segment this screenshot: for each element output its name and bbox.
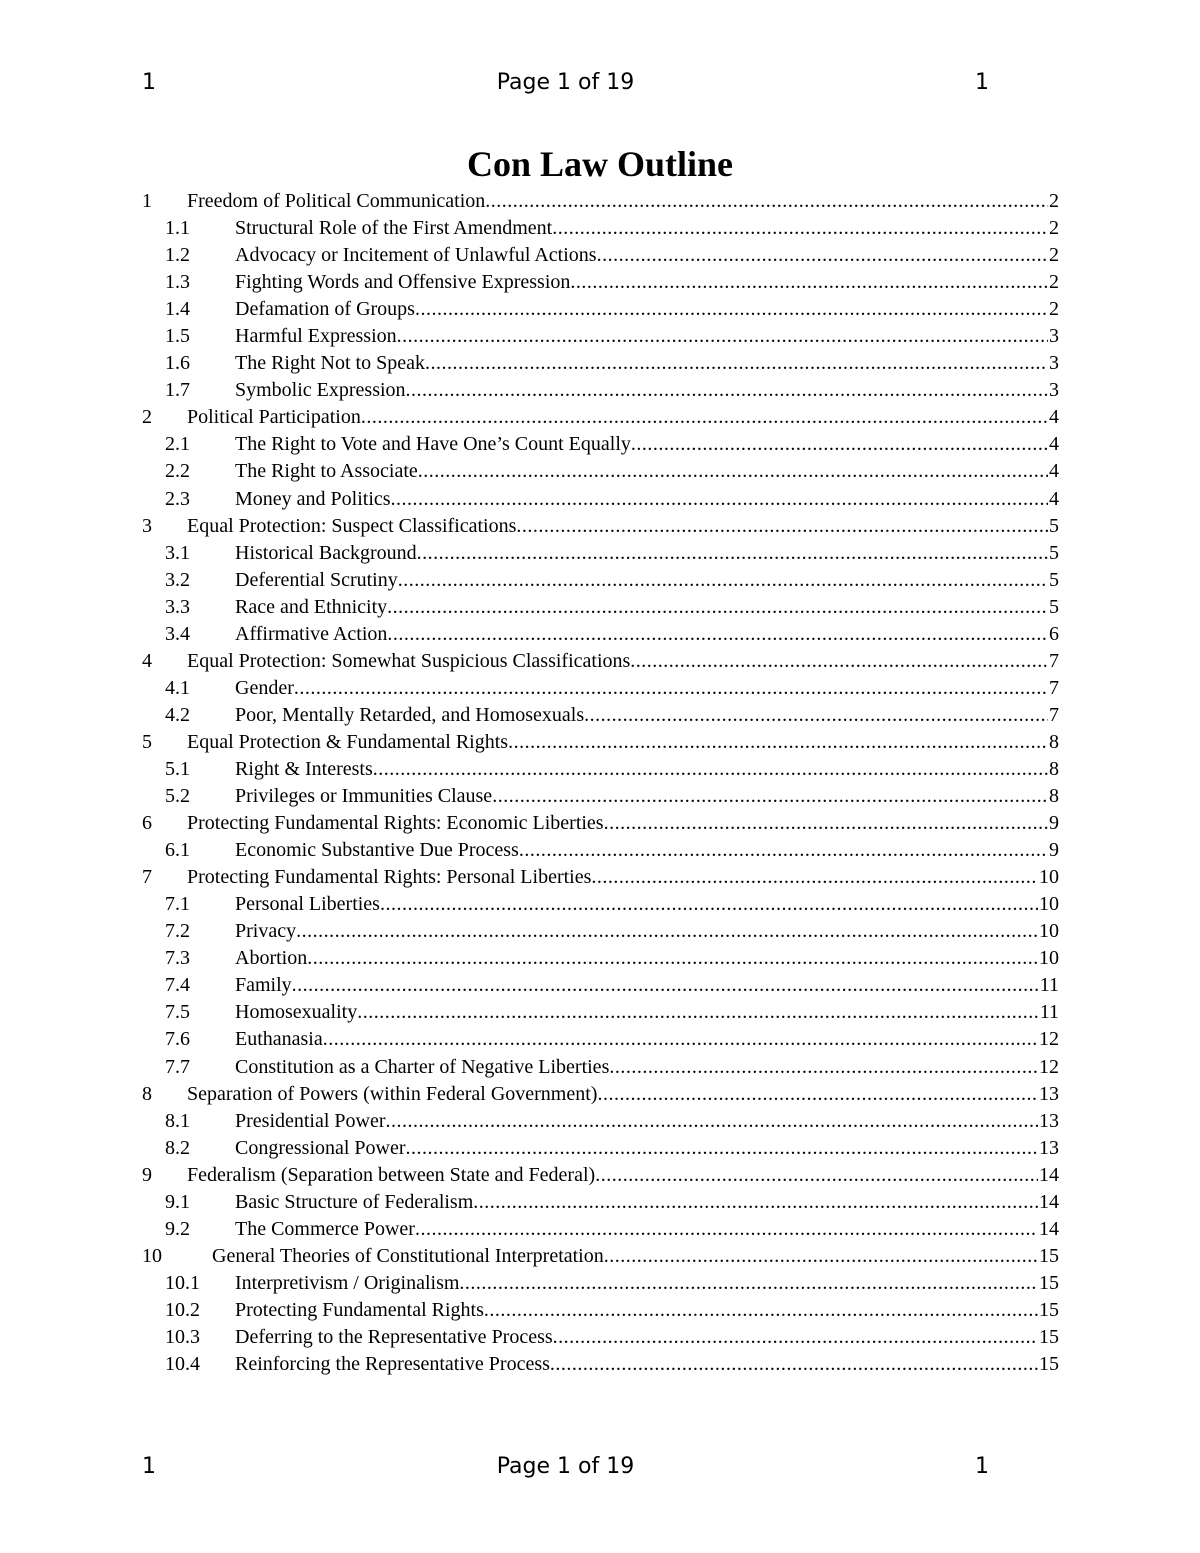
- toc-number: 9.1: [165, 1190, 190, 1213]
- toc-subsection[interactable]: [142, 377, 1059, 404]
- toc-page-number: 4: [1049, 433, 1059, 456]
- toc-title: Historical Background: [235, 541, 417, 564]
- toc-number: 2: [142, 406, 152, 429]
- toc-title: Presidential Power: [235, 1109, 386, 1132]
- toc-page-number: 2: [1049, 190, 1059, 212]
- toc-title: Equal Protection & Fundamental Rights: [187, 730, 509, 753]
- toc-page-number: 2: [1049, 217, 1059, 240]
- toc-number: 3: [142, 514, 152, 537]
- toc-subsection[interactable]: [142, 1026, 1059, 1053]
- toc-page-number: 8: [1049, 757, 1059, 780]
- toc-title: Congressional Power: [235, 1136, 406, 1159]
- toc-dot-leader: [398, 567, 1048, 594]
- page-footer: [0, 1454, 1200, 1484]
- document-title: Con Law Outline: [466, 144, 734, 184]
- header-right-number: 1: [975, 70, 989, 95]
- page-header: [0, 70, 1200, 100]
- toc-dot-leader: [415, 1216, 1038, 1243]
- toc-number: 2.2: [165, 460, 190, 483]
- toc-dot-leader: [417, 540, 1048, 567]
- toc-number: 10: [142, 1244, 162, 1267]
- toc-subsection[interactable]: [142, 1108, 1059, 1135]
- toc-page-number: 8: [1049, 730, 1059, 753]
- toc-dot-leader: [294, 675, 1048, 702]
- toc-page-number: 10: [1039, 920, 1059, 943]
- toc-dot-leader: [597, 242, 1048, 269]
- toc-number: 4.1: [165, 676, 190, 699]
- toc-number: 9.2: [165, 1217, 190, 1240]
- toc-page-number: 6: [1049, 622, 1059, 645]
- toc-dot-leader: [406, 1135, 1038, 1162]
- toc-section[interactable]: [142, 729, 1059, 756]
- toc-dot-leader: [550, 1351, 1038, 1378]
- toc-dot-leader: [508, 729, 1048, 756]
- toc-dot-leader: [387, 594, 1048, 621]
- toc-title: Euthanasia: [235, 1028, 323, 1051]
- toc-dot-leader: [373, 756, 1048, 783]
- toc-page-number: 4: [1049, 487, 1059, 510]
- toc-page-number: 5: [1049, 595, 1059, 618]
- toc-dot-leader: [516, 513, 1048, 540]
- toc-number: 7.4: [165, 974, 190, 997]
- toc-title: Federalism (Separation between State and Federal): [187, 1163, 596, 1186]
- toc-dot-leader: [361, 404, 1048, 431]
- toc-number: 7.6: [165, 1028, 190, 1051]
- toc-page-number: 14: [1039, 1163, 1059, 1186]
- toc-subsection[interactable]: [142, 458, 1059, 485]
- toc-page-number: 11: [1039, 1001, 1059, 1024]
- toc-title: Political Participation: [187, 406, 361, 429]
- toc-number: 7.5: [165, 1001, 190, 1024]
- toc-number: 10.4: [165, 1353, 200, 1376]
- toc-title: Structural Role of the First Amendment: [235, 217, 553, 240]
- toc-subsection[interactable]: [142, 350, 1059, 377]
- toc-subsection[interactable]: [142, 486, 1059, 513]
- toc-dot-leader: [418, 458, 1048, 485]
- toc-dot-leader: [584, 702, 1048, 729]
- toc-subsection[interactable]: [142, 918, 1059, 945]
- toc-dot-leader: [307, 945, 1038, 972]
- toc-title: Protecting Fundamental Rights: [235, 1298, 484, 1321]
- toc-subsection[interactable]: [142, 702, 1059, 729]
- toc-number: 10.2: [165, 1298, 200, 1321]
- toc-subsection[interactable]: [142, 621, 1059, 648]
- toc-subsection[interactable]: [142, 296, 1059, 323]
- toc-page-number: 13: [1039, 1136, 1059, 1159]
- toc-page-number: 10: [1039, 947, 1059, 970]
- toc-number: 1.7: [165, 379, 190, 402]
- toc-subsection[interactable]: [142, 945, 1059, 972]
- toc-title: Protecting Fundamental Rights: Personal Liberties: [187, 866, 592, 889]
- toc-number: 5.1: [165, 757, 190, 780]
- toc-subsection[interactable]: [142, 675, 1059, 702]
- toc-title: Homosexuality: [235, 1001, 358, 1024]
- toc-section[interactable]: [142, 404, 1059, 431]
- toc-page-number: 3: [1049, 325, 1059, 348]
- toc-number: 6.1: [165, 839, 190, 862]
- toc-title: Defamation of Groups: [235, 298, 415, 321]
- toc-number: 6: [142, 812, 152, 835]
- toc-number: 5: [142, 730, 152, 753]
- toc-title: Reinforcing the Representative Process: [235, 1353, 550, 1376]
- toc-subsection[interactable]: [142, 323, 1059, 350]
- toc-number: 5.2: [165, 785, 190, 808]
- toc-number: 7.2: [165, 920, 190, 943]
- toc-dot-leader: [492, 783, 1048, 810]
- toc-page-number: 4: [1049, 406, 1059, 429]
- toc-dot-leader: [406, 377, 1048, 404]
- toc-number: 7.7: [165, 1055, 190, 1078]
- toc-dot-leader: [485, 188, 1048, 215]
- toc-title: Family: [235, 974, 292, 997]
- toc-page-number: 12: [1039, 1055, 1059, 1078]
- toc-page-number: 15: [1039, 1325, 1059, 1348]
- toc-subsection[interactable]: [142, 999, 1059, 1026]
- toc-subsection[interactable]: [142, 783, 1059, 810]
- toc-number: 1.4: [165, 298, 190, 321]
- toc-title: Right & Interests: [235, 757, 373, 780]
- toc-dot-leader: [425, 350, 1048, 377]
- toc-subsection[interactable]: [142, 1297, 1059, 1324]
- toc-dot-leader: [609, 1054, 1038, 1081]
- toc-title: Equal Protection: Somewhat Suspicious Classifications: [187, 649, 631, 672]
- footer-right-number: 1: [975, 1454, 989, 1479]
- toc-dot-leader: [473, 1189, 1038, 1216]
- toc-page-number: 2: [1049, 298, 1059, 321]
- toc-dot-leader: [391, 486, 1048, 513]
- toc-number: 4: [142, 649, 152, 672]
- toc-title: Personal Liberties: [235, 893, 380, 916]
- toc-number: 10.3: [165, 1325, 200, 1348]
- toc-number: 8.1: [165, 1109, 190, 1132]
- toc-page-number: 10: [1039, 866, 1059, 889]
- toc-page-number: 13: [1039, 1082, 1059, 1105]
- toc-number: 3.1: [165, 541, 190, 564]
- toc-section[interactable]: [142, 810, 1059, 837]
- toc-page-number: 5: [1049, 568, 1059, 591]
- toc-dot-leader: [552, 215, 1048, 242]
- toc-title: Deferential Scrutiny: [235, 568, 398, 591]
- toc-page-number: 8: [1049, 785, 1059, 808]
- toc-subsection[interactable]: [142, 215, 1059, 242]
- toc-dot-leader: [459, 1270, 1038, 1297]
- toc-title: Protecting Fundamental Rights: Economic Liberties: [187, 812, 604, 835]
- toc-title: The Commerce Power: [235, 1217, 415, 1240]
- toc-section[interactable]: [142, 864, 1059, 891]
- toc-title: Equal Protection: Suspect Classifications: [187, 514, 517, 537]
- toc-page-number: 9: [1049, 839, 1059, 862]
- toc-subsection[interactable]: [142, 594, 1059, 621]
- toc-dot-leader: [323, 1026, 1038, 1053]
- toc-subsection[interactable]: [142, 1351, 1059, 1378]
- toc-number: 3.3: [165, 595, 190, 618]
- toc-number: 8.2: [165, 1136, 190, 1159]
- toc-dot-leader: [597, 1081, 1038, 1108]
- toc-number: 7.1: [165, 893, 190, 916]
- toc-title: The Right to Associate: [235, 460, 418, 483]
- toc-subsection[interactable]: [142, 1324, 1059, 1351]
- toc-number: 8: [142, 1082, 152, 1105]
- toc-dot-leader: [631, 431, 1048, 458]
- toc-section[interactable]: [142, 648, 1059, 675]
- toc-number: 2.1: [165, 433, 190, 456]
- toc-dot-leader: [570, 269, 1048, 296]
- toc-number: 4.2: [165, 703, 190, 726]
- toc-subsection[interactable]: [142, 891, 1059, 918]
- toc-number: 3.4: [165, 622, 190, 645]
- toc-dot-leader: [386, 1108, 1038, 1135]
- toc-subsection[interactable]: [142, 540, 1059, 567]
- toc-title: Separation of Powers (within Federal Government): [187, 1082, 598, 1105]
- toc-title: The Right Not to Speak: [235, 352, 425, 375]
- toc-title: Gender: [235, 676, 294, 699]
- toc-subsection[interactable]: [142, 1054, 1059, 1081]
- toc-number: 2.3: [165, 487, 190, 510]
- toc-subsection[interactable]: [142, 567, 1059, 594]
- toc-page-number: 7: [1049, 703, 1059, 726]
- toc-subsection[interactable]: [142, 242, 1059, 269]
- toc-page-number: 3: [1049, 379, 1059, 402]
- toc-page-number: 10: [1039, 893, 1059, 916]
- toc-page-number: 4: [1049, 460, 1059, 483]
- toc-subsection[interactable]: [142, 1135, 1059, 1162]
- toc-page-number: 2: [1049, 271, 1059, 294]
- footer-page-indicator: Page 1 of 19: [496, 1454, 635, 1479]
- toc-page-number: 15: [1039, 1353, 1059, 1376]
- toc-number: 1.3: [165, 271, 190, 294]
- toc-number: 1.5: [165, 325, 190, 348]
- header-left-number: 1: [142, 70, 156, 95]
- toc-number: 9: [142, 1163, 152, 1186]
- toc-subsection[interactable]: [142, 431, 1059, 458]
- toc-subsection[interactable]: [142, 972, 1059, 999]
- toc-number: 7.3: [165, 947, 190, 970]
- toc-title: Poor, Mentally Retarded, and Homosexuals: [235, 703, 585, 726]
- toc-page-number: 7: [1049, 649, 1059, 672]
- toc-subsection[interactable]: [142, 1189, 1059, 1216]
- toc-section[interactable]: [142, 1243, 1059, 1270]
- toc-number: 1.6: [165, 352, 190, 375]
- toc-title: General Theories of Constitutional Interpretation: [212, 1244, 604, 1267]
- toc-title: Abortion: [235, 947, 308, 970]
- toc-page-number: 12: [1039, 1028, 1059, 1051]
- toc-page-number: 13: [1039, 1109, 1059, 1132]
- toc-dot-leader: [387, 621, 1048, 648]
- toc-page-number: 2: [1049, 244, 1059, 267]
- toc-title: Race and Ethnicity: [235, 595, 388, 618]
- toc-page-number: 15: [1039, 1271, 1059, 1294]
- toc-title: Privacy: [235, 920, 297, 943]
- toc-title: Freedom of Political Communication: [187, 190, 486, 212]
- toc-dot-leader: [630, 648, 1048, 675]
- toc-number: 10.1: [165, 1271, 200, 1294]
- toc-dot-leader: [604, 1243, 1038, 1270]
- toc-dot-leader: [296, 918, 1038, 945]
- toc-page-number: 9: [1049, 812, 1059, 835]
- toc-title: Interpretivism / Originalism: [235, 1271, 460, 1294]
- toc-title: Deferring to the Representative Process: [235, 1325, 553, 1348]
- toc-title: Economic Substantive Due Process: [235, 839, 519, 862]
- toc-dot-leader: [380, 891, 1038, 918]
- toc-dot-leader: [415, 296, 1048, 323]
- toc-title: Fighting Words and Offensive Expression: [235, 271, 571, 294]
- toc-number: 7: [142, 866, 152, 889]
- toc-section[interactable]: [142, 1081, 1059, 1108]
- toc-number: 1.1: [165, 217, 190, 240]
- toc-title: Privileges or Immunities Clause: [235, 785, 493, 808]
- toc-subsection[interactable]: [142, 1216, 1059, 1243]
- toc-subsection[interactable]: [142, 1270, 1059, 1297]
- toc-title: Affirmative Action: [235, 622, 388, 645]
- toc-title: The Right to Vote and Have One’s Count Equally: [235, 433, 631, 456]
- toc-title: Constitution as a Charter of Negative Liberties: [235, 1055, 610, 1078]
- toc-subsection[interactable]: [142, 756, 1059, 783]
- toc-dot-leader: [595, 1162, 1038, 1189]
- toc-page-number: 14: [1039, 1217, 1059, 1240]
- toc-title: Harmful Expression: [235, 325, 397, 348]
- toc-page-number: 5: [1049, 514, 1059, 537]
- toc-page-number: 11: [1039, 974, 1059, 997]
- toc-dot-leader: [591, 864, 1038, 891]
- toc-subsection[interactable]: [142, 269, 1059, 296]
- toc-dot-leader: [484, 1297, 1038, 1324]
- toc-page-number: 7: [1049, 676, 1059, 699]
- toc-number: 3.2: [165, 568, 190, 591]
- toc-title: Advocacy or Incitement of Unlawful Actions: [235, 244, 597, 267]
- toc-number: 1: [142, 190, 152, 212]
- toc-subsection[interactable]: [142, 837, 1059, 864]
- toc-dot-leader: [604, 810, 1048, 837]
- header-page-indicator: Page 1 of 19: [496, 70, 635, 95]
- toc-dot-leader: [357, 999, 1039, 1026]
- toc-section[interactable]: [142, 513, 1059, 540]
- toc-dot-leader: [397, 323, 1048, 350]
- toc-page-number: 15: [1039, 1298, 1059, 1321]
- toc-page-number: 15: [1039, 1244, 1059, 1267]
- toc-page-number: 3: [1049, 352, 1059, 375]
- toc-dot-leader: [292, 972, 1039, 999]
- toc-section[interactable]: [142, 1162, 1059, 1189]
- toc-page-number: 14: [1039, 1190, 1059, 1213]
- toc-title: Symbolic Expression: [235, 379, 406, 402]
- toc-number: 1.2: [165, 244, 190, 267]
- toc-section[interactable]: [142, 188, 1059, 215]
- toc-page-number: 5: [1049, 541, 1059, 564]
- toc-title: Basic Structure of Federalism: [235, 1190, 474, 1213]
- toc-dot-leader: [519, 837, 1048, 864]
- toc-title: Money and Politics: [235, 487, 391, 510]
- footer-left-number: 1: [142, 1454, 156, 1479]
- toc-dot-leader: [553, 1324, 1038, 1351]
- table-of-contents: [142, 188, 1059, 1378]
